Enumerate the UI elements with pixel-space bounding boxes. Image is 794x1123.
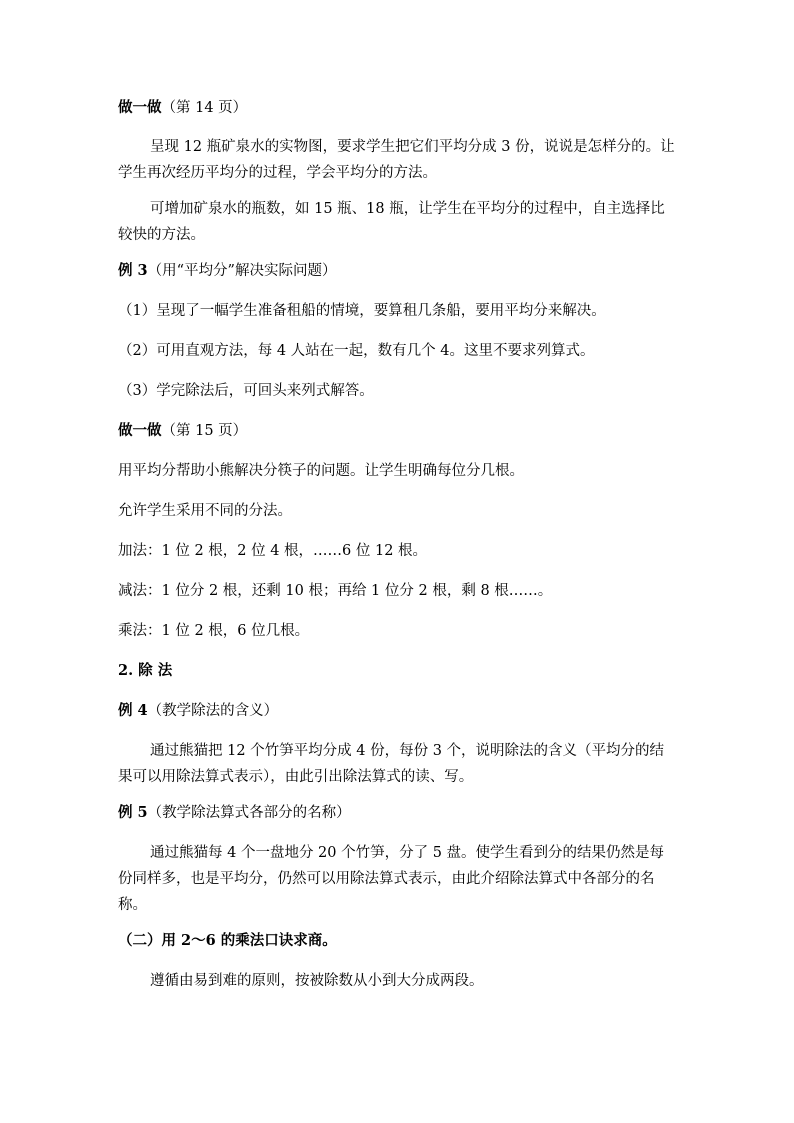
- heading-label: 例 3: [118, 262, 148, 279]
- heading-example-3: [118, 258, 678, 284]
- list-item: （1）呈现了一幅学生准备租船的情境，要算租几条船，要用平均分来解决。: [118, 303, 606, 319]
- paragraph: 用平均分帮助小熊解决分筷子的问题。让学生明确每位分几根。: [118, 463, 524, 479]
- heading-note: （教学除法算式各部分的名称）: [147, 805, 351, 821]
- heading-note: （第 14 页）: [161, 100, 248, 116]
- paragraph: 呈现 12 瓶矿泉水的实物图，要求学生把它们平均分成 3 份，说说是怎样分的。让学生再次经历平均分的过程，学会平均分的方法。: [118, 139, 675, 181]
- paragraph: 通过熊猫把 12 个竹笋平均分成 4 份，每份 3 个，说明除法的含义（平均分的结果可以用除法算式表示），由此引出除法算式的读、写。: [118, 743, 665, 785]
- section-heading-quotient: [118, 928, 678, 954]
- heading-zuoyizuo-15: [118, 418, 678, 444]
- section-heading-division: [118, 658, 678, 684]
- heading-note: （教学除法的含义）: [147, 703, 279, 719]
- paragraph: 允许学生采用不同的分法。: [118, 503, 292, 519]
- list-item: （2）可用直观方法，每 4 人站在一起，数有几个 4。这里不要求列算式。: [118, 343, 595, 359]
- method-subtraction: 减法：1 位分 2 根，还剩 10 根；再给 1 位分 2 根，剩 8 根……。: [118, 583, 553, 599]
- heading-label: 例 5: [118, 804, 148, 821]
- heading-note: （第 15 页）: [161, 423, 248, 439]
- heading-label: （二）用 2～6 的乘法口诀求商。: [118, 932, 337, 949]
- heading-label: 做一做: [118, 422, 162, 439]
- method-multiplication: 乘法：1 位 2 根，6 位几根。: [118, 623, 310, 639]
- heading-note: （用“平均分”解决实际问题）: [147, 263, 337, 279]
- heading-label: 例 4: [118, 702, 148, 719]
- paragraph: 遵循由易到难的原则，按被除数从小到大分成两段。: [150, 973, 484, 989]
- method-addition: 加法：1 位 2 根，2 位 4 根，……6 位 12 根。: [118, 543, 428, 559]
- heading-zuoyizuo-14: [118, 95, 678, 121]
- heading-example-5: [118, 800, 678, 826]
- heading-example-4: [118, 698, 678, 724]
- list-item: （3）学完除法后，可回头来列式解答。: [118, 383, 374, 399]
- heading-label: 做一做: [118, 99, 162, 116]
- paragraph: 可增加矿泉水的瓶数，如 15 瓶、18 瓶，让学生在平均分的过程中，自主选择比较快的方法。: [118, 201, 665, 243]
- heading-label: 2. 除 法: [118, 662, 173, 679]
- paragraph: 通过熊猫每 4 个一盘地分 20 个竹笋，分了 5 盘。使学生看到分的结果仍然是每份同样多，也是平均分，仍然可以用除法算式表示，由此介绍除法算式中各部分的名称。: [118, 845, 665, 913]
